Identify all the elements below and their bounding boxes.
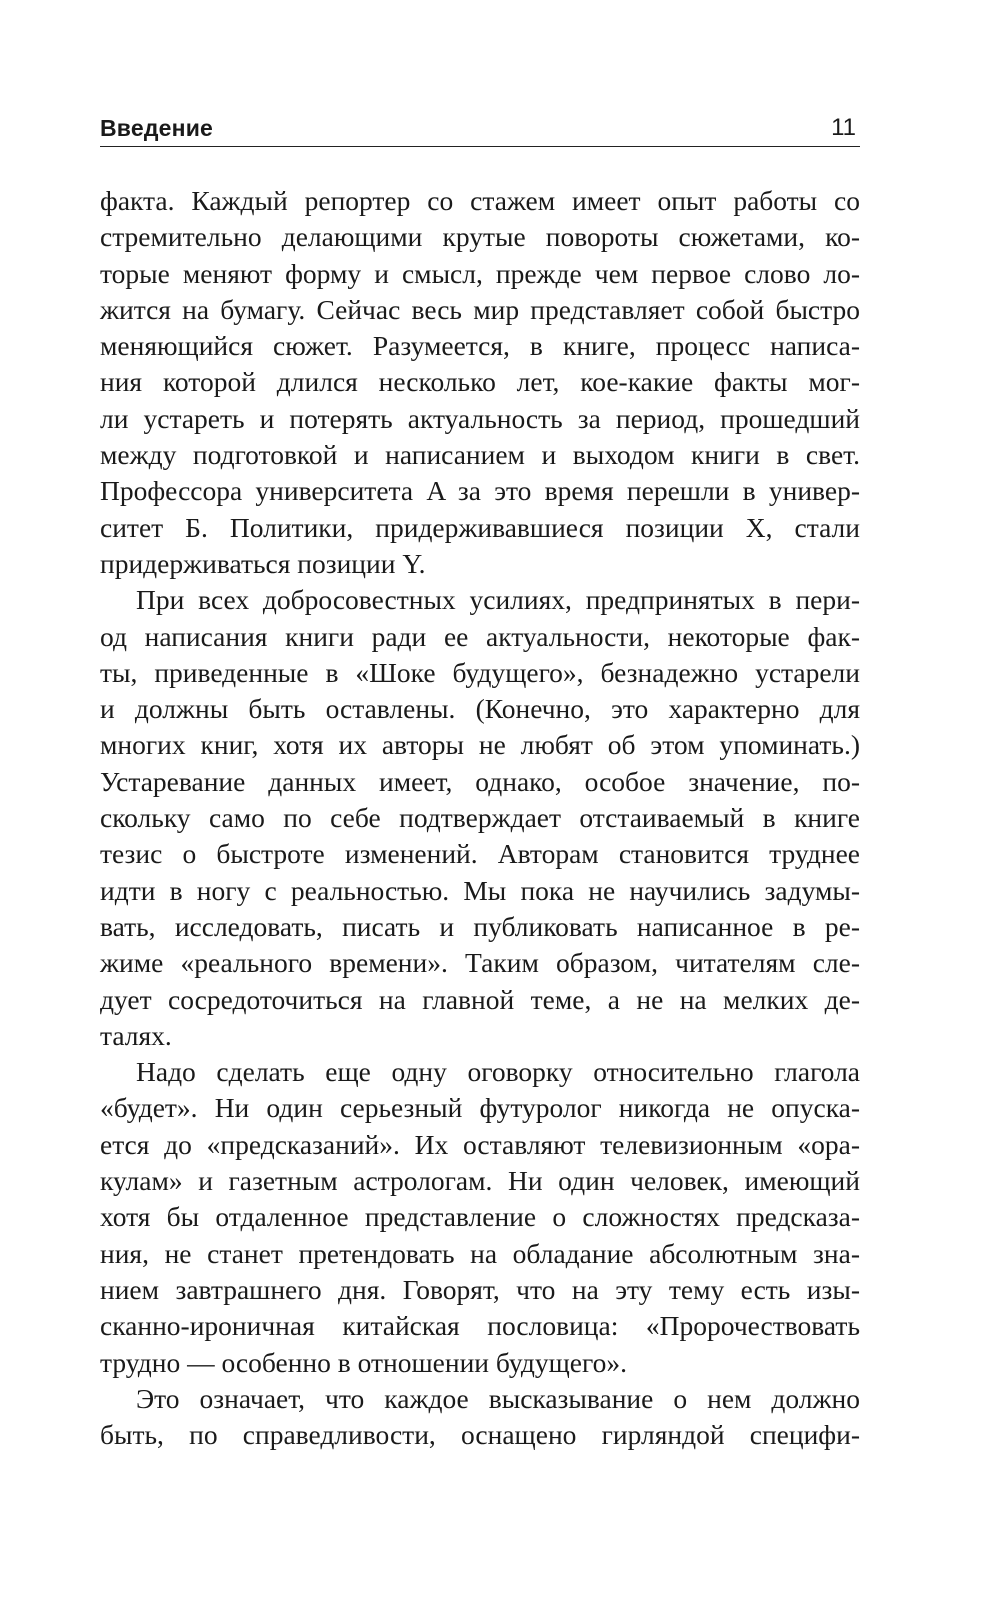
text-line: нием завтрашнего дня. Говорят, что на эту тему есть изы- — [100, 1273, 860, 1305]
text-line: дует сосредоточиться на главной теме, а не на мелких де- — [100, 983, 860, 1015]
text-line: «будет». Ни один серьезный футуролог никогда не опуска- — [100, 1092, 860, 1124]
text-line: хотя бы отдаленное представление о сложностях предсказа- — [100, 1201, 860, 1233]
text-line: При всех добросовестных усилиях, предпринятых в пери- — [136, 584, 860, 616]
text-line: од написания книги ради ее актуальности, некоторые фак- — [100, 620, 860, 652]
paragraph — [100, 582, 860, 1054]
text-line: между подготовкой и написанием и выходом книги в свет. — [100, 439, 860, 471]
text-line: талях. — [100, 1019, 172, 1051]
text-line: Это означает, что каждое высказывание о нем должно — [136, 1382, 860, 1414]
text-line: многих книг, хотя их авторы не любят об этом упоминать.) — [100, 729, 860, 761]
text-line: Профессора университета A за это время перешли в универ- — [100, 475, 860, 507]
text-line: ситет Б. Политики, придерживавшиеся позиции X, стали — [100, 511, 860, 543]
text-line: ли устареть и потерять актуальность за период, прошедший — [100, 402, 860, 434]
paragraph — [100, 183, 860, 582]
text-line: жиме «реального времени». Таким образом, читателям сле- — [100, 947, 860, 979]
text-line: скольку само по себе подтверждает отстаиваемый в книге — [100, 802, 860, 834]
text-line: трудно — особенно в отношении будущего». — [100, 1346, 627, 1378]
text-line: жится на бумагу. Сейчас весь мир представляет собой быстро — [100, 293, 860, 325]
text-line: тезис о быстроте изменений. Авторам становится труднее — [100, 838, 860, 870]
text-line: стремительно делающими крутые повороты сюжетами, ко- — [100, 221, 860, 253]
section-title: Введение — [100, 115, 214, 141]
page-number: 11 — [831, 114, 856, 141]
text-line: ты, приведенные в «Шоке будущего», безнадежно устарели — [100, 656, 860, 688]
text-line: придерживаться позиции Y. — [100, 547, 426, 579]
text-line: меняющийся сюжет. Разумеется, в книге, процесс написа- — [100, 330, 860, 362]
paragraph — [100, 1054, 860, 1381]
text-line: быть, по справедливости, оснащено гирляндой специфи- — [100, 1419, 860, 1451]
text-line: и должны быть оставлены. (Конечно, это характерно для — [100, 693, 860, 725]
body-text — [100, 183, 860, 1453]
running-header — [100, 110, 860, 147]
text-line: идти в ногу с реальностью. Мы пока не научились задумы- — [100, 874, 860, 906]
book-page — [100, 110, 860, 1453]
text-line: факта. Каждый репортер со стажем имеет опыт работы со — [100, 185, 860, 216]
text-line: сканно-ироничная китайская пословица: «Пророчествовать — [100, 1310, 860, 1342]
text-line: ния, не станет претендовать на обладание абсолютным зна- — [100, 1237, 860, 1269]
text-line: Устаревание данных имеет, однако, особое значение, по- — [100, 765, 860, 797]
text-line: вать, исследовать, писать и публиковать написанное в ре- — [100, 910, 860, 942]
text-line: Надо сделать еще одну оговорку относительно глагола — [136, 1056, 860, 1088]
text-line: ется до «предсказаний». Их оставляют телевизионным «ора- — [100, 1128, 860, 1160]
text-line: торые меняют форму и смысл, прежде чем первое слово ло- — [100, 257, 860, 289]
paragraph — [100, 1381, 860, 1454]
text-line: ния которой длился несколько лет, кое-какие факты мог- — [100, 366, 860, 398]
text-line: кулам» и газетным астрологам. Ни один человек, имеющий — [100, 1165, 860, 1197]
